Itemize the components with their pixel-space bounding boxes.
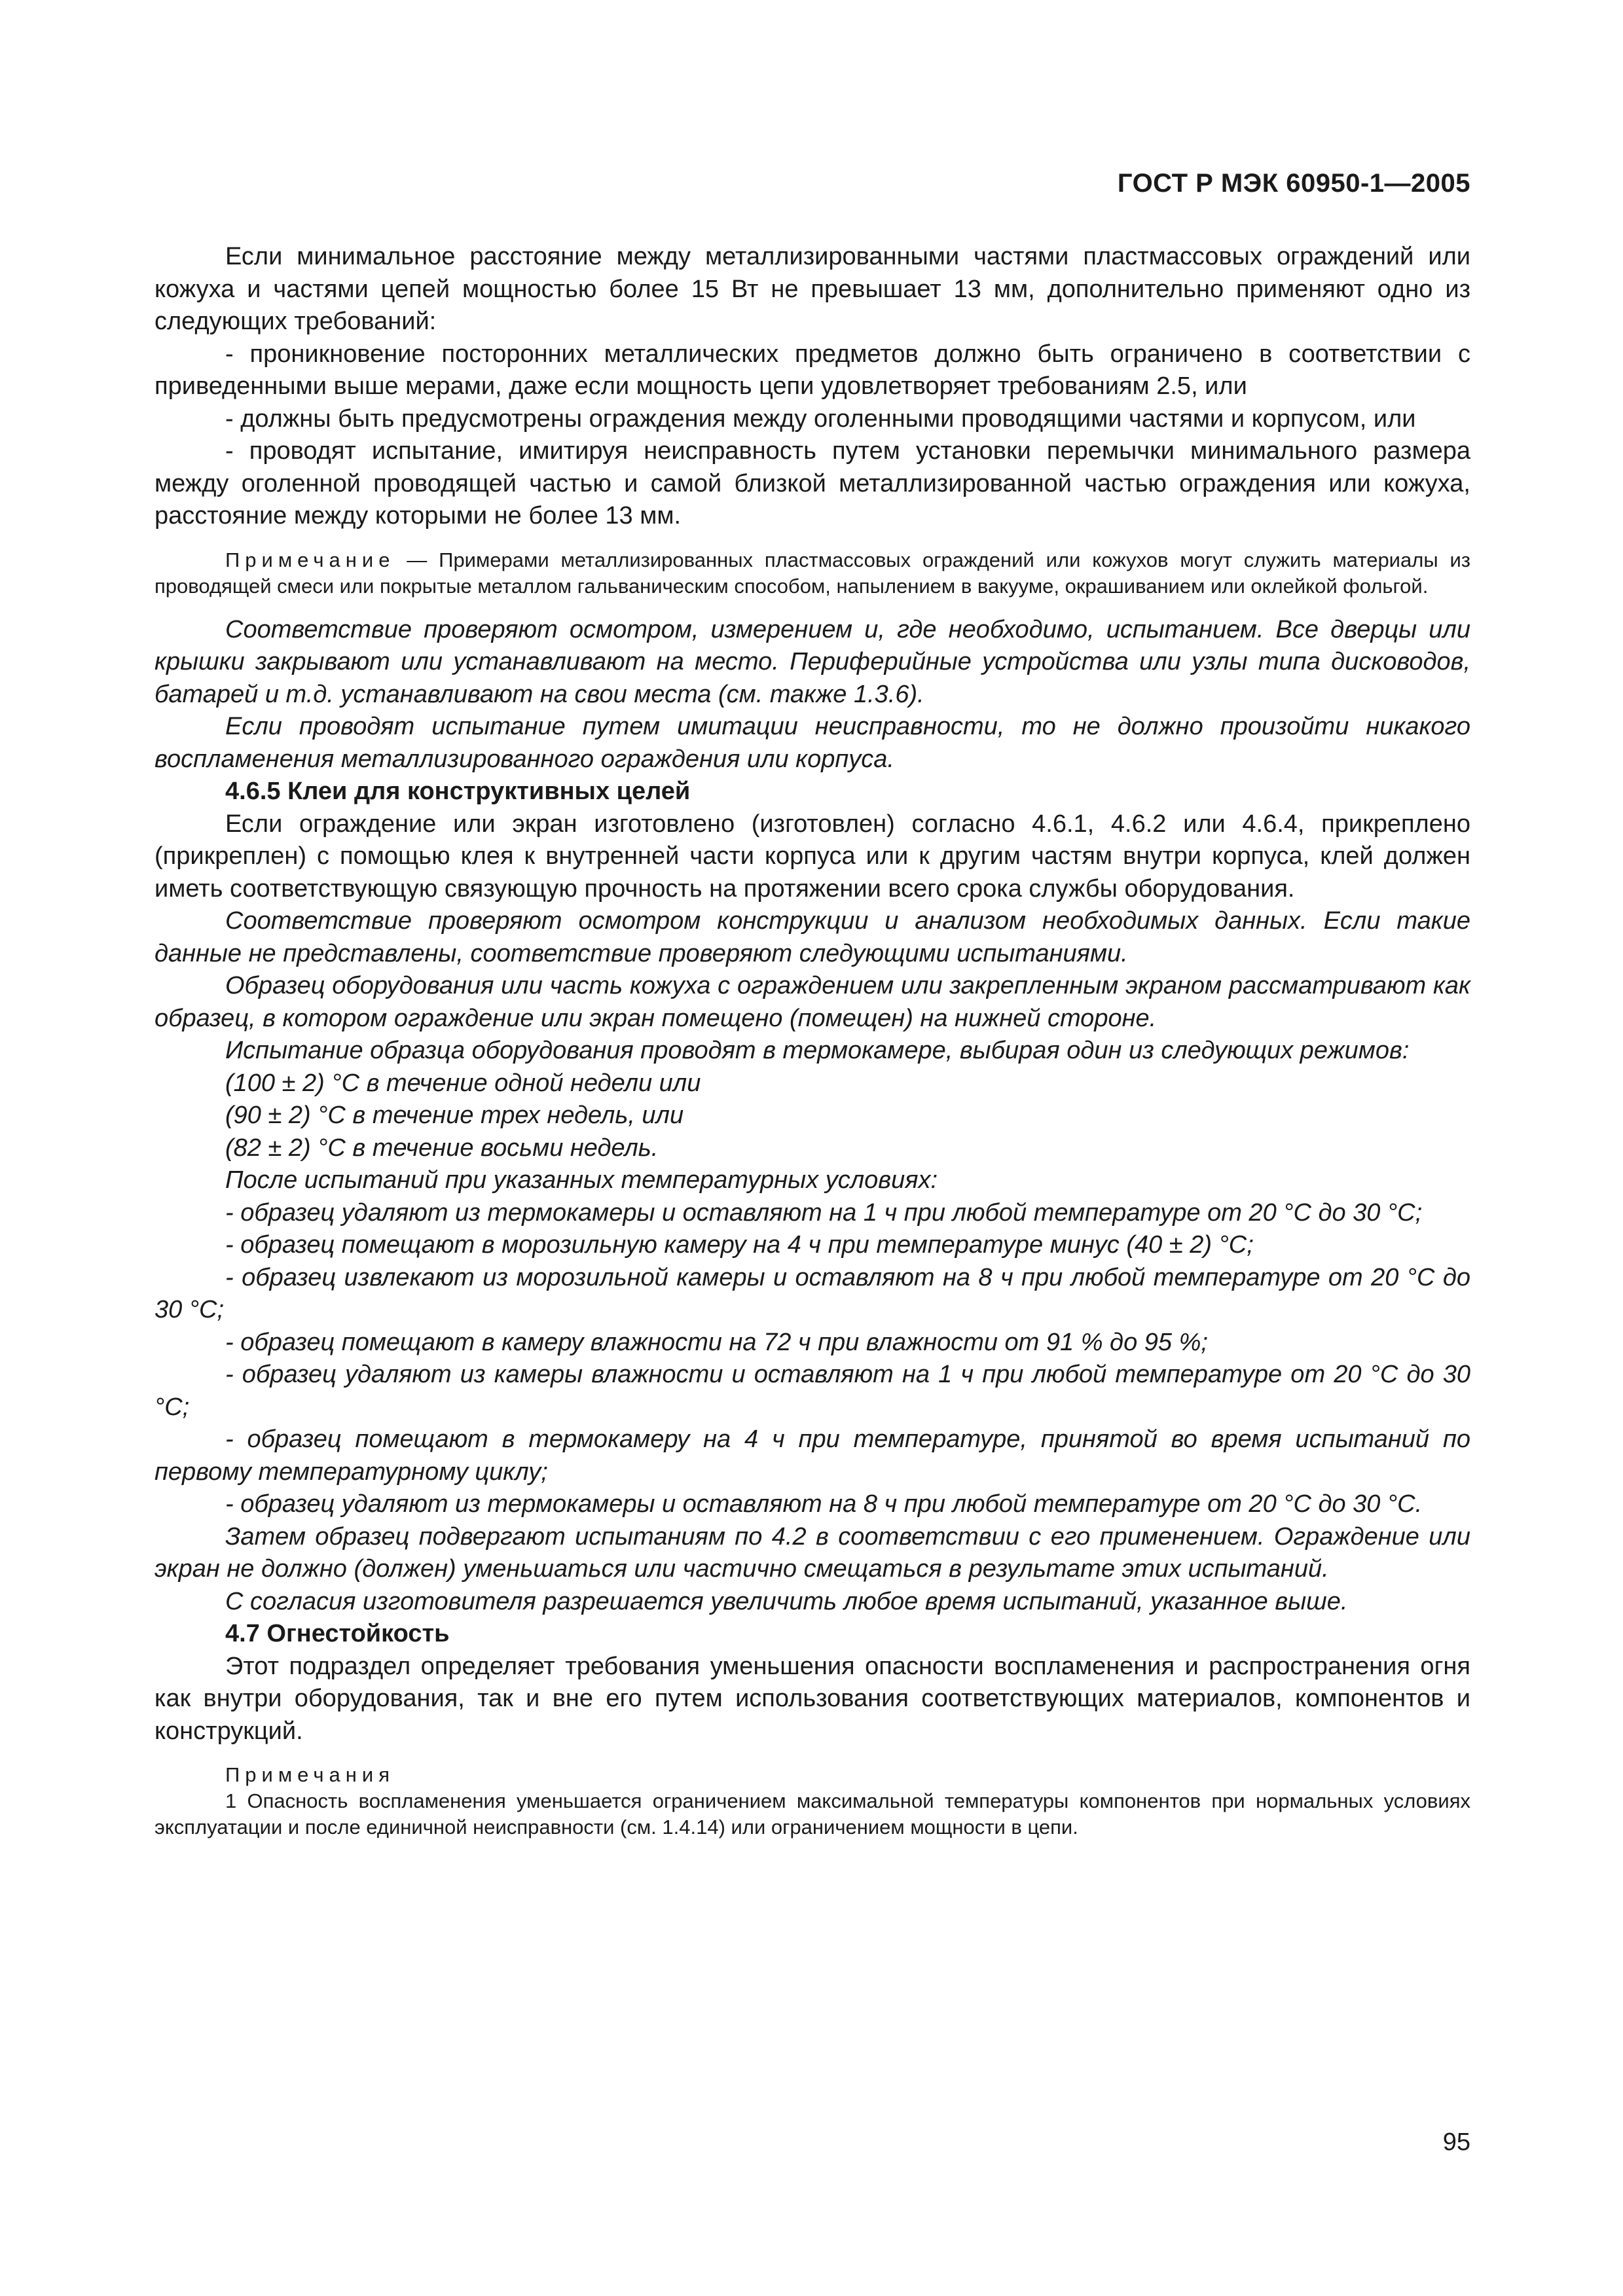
compliance-paragraph: Если проводят испытание путем имитации неисправности, то не должно произойти никакого воспламенения металлизированного ограждения или корпуса. [155,713,1470,773]
paragraph: Если ограждение или экран изготовлено (изготовлен) согласно 4.6.1, 4.6.2 или 4.6.4, прикреплено (прикреплен) с помощью клея к внутренней части корпуса или к другим частям внутри корпуса, клей должен иметь соответствующую связующую прочность на протяжении всего срока службы оборудования. [155,810,1470,903]
note-label: Примечание [225,548,395,571]
page-body [155,241,1470,1855]
compliance-paragraph: Затем образец подвергают испытаниям по 4.2 в соответствии с его применением. Ограждение или экран не должно (должен) уменьшаться или частично смещаться в результате этих испытаний. [155,1522,1470,1583]
notes-label-text: Примечания [225,1763,395,1786]
test-step: - образец извлекают из морозильной камеры и оставляют на 8 ч при любой температуре от 20 °С до 30 °С; [155,1263,1470,1323]
test-mode: (100 ± 2) °С в течение одной недели или [225,1069,701,1097]
requirement-item: - проводят испытание, имитируя неисправность путем установки перемычки минимального размера между оголенной проводящей частью и самой близкой металлизированной частью ограждения или кожуха, расстояние между которыми не более 13 мм. [155,437,1470,529]
compliance-paragraph: Соответствие проверяют осмотром, измерением и, где необходимо, испытанием. Все дверцы или крышки закрывают или устанавливают на место. Периферийные устройства или узлы типа дисководов, батарей и т.д. устанавливают на свои места (см. также 1.3.6). [155,615,1470,708]
test-step: - образец удаляют из термокамеры и оставляют на 8 ч при любой температуре от 20 °С до 30 °С. [225,1490,1423,1518]
note-block [155,547,1470,600]
compliance-paragraph: Испытание образца оборудования проводят в термокамере, выбирая один из следующих режимов: [225,1037,1410,1064]
paragraph: Если минимальное расстояние между металлизированными частями пластмассовых ограждений или кожуха и частями цепей мощностью более 15 Вт не превышает 13 мм, дополнительно применяют одно из следующих требований: [155,243,1470,335]
note [155,547,1470,600]
compliance-paragraph: Соответствие проверяют осмотром конструкции и анализом необходимых данных. Если такие данные не представлены, соответствие проверяют следующими испытаниями. [155,907,1470,967]
note-item: 1 Опасность воспламенения уменьшается ограничением максимальной температуры компонентов при нормальных условиях эксплуатации и после единичной неисправности (см. 1.4.14) или ограничением мощности в цепи. [155,1789,1470,1839]
test-step: - образец помещают в термокамеру на 4 ч при температуре, принятой во время испытаний по первому температурному циклу; [155,1426,1470,1486]
page-number: 95 [1442,2128,1470,2156]
document-header: ГОСТ Р МЭК 60950-1—2005 [1117,169,1470,198]
paragraph: Этот подраздел определяет требования уменьшения опасности воспламенения и распространения огня как внутри оборудования, так и вне его путем использования соответствующих материалов, компонентов и конструкций. [155,1652,1470,1745]
compliance-paragraph: Образец оборудования или часть кожуха с ограждением или закрепленным экраном рассматривают как образец, в котором ограждение или экран помещено (помещен) на нижней стороне. [155,972,1470,1032]
requirement-item: - должны быть предусмотрены ограждения между оголенными проводящими частями и корпусом, или [225,404,1416,433]
test-step: - образец помещают в морозильную камеру на 4 ч при температуре минус (40 ± 2) °С; [225,1231,1254,1259]
test-step: - образец удаляют из камеры влажности и оставляют на 1 ч при любой температуре от 20 °С до 30 °С; [155,1361,1470,1421]
notes-block [155,1762,1470,1840]
compliance-paragraph: С согласия изготовителя разрешается увеличить любое время испытаний, указанное выше. [225,1587,1348,1615]
notes-label [155,1762,1470,1788]
note-text: — Примерами металлизированных пластмассовых ограждений или кожухов могут служить материалы из проводящей смеси или покрытые металлом гальваническим способом, напылением в вакууме, окрашиванием или оклейкой фольгой. [155,548,1470,598]
test-step: - образец удаляют из термокамеры и оставляют на 1 ч при любой температуре от 20 °С до 30 °С; [225,1198,1423,1227]
requirement-item: - проникновение посторонних металлических предметов должно быть ограничено в соответствии с приведенными выше мерами, даже если мощность цепи удовлетворяет требованиям 2.5, или [155,340,1470,400]
section-heading-4-6-5: 4.6.5 Клеи для конструктивных целей [225,778,691,805]
section-heading-4-7: 4.7 Огнестойкость [225,1620,450,1647]
test-step: - образец помещают в камеру влажности на 72 ч при влажности от 91 % до 95 %; [225,1328,1208,1356]
test-mode: (82 ± 2) °С в течение восьми недель. [225,1134,659,1162]
test-mode: (90 ± 2) °С в течение трех недель, или [225,1102,684,1129]
compliance-paragraph: После испытаний при указанных температурных условиях: [225,1166,938,1194]
